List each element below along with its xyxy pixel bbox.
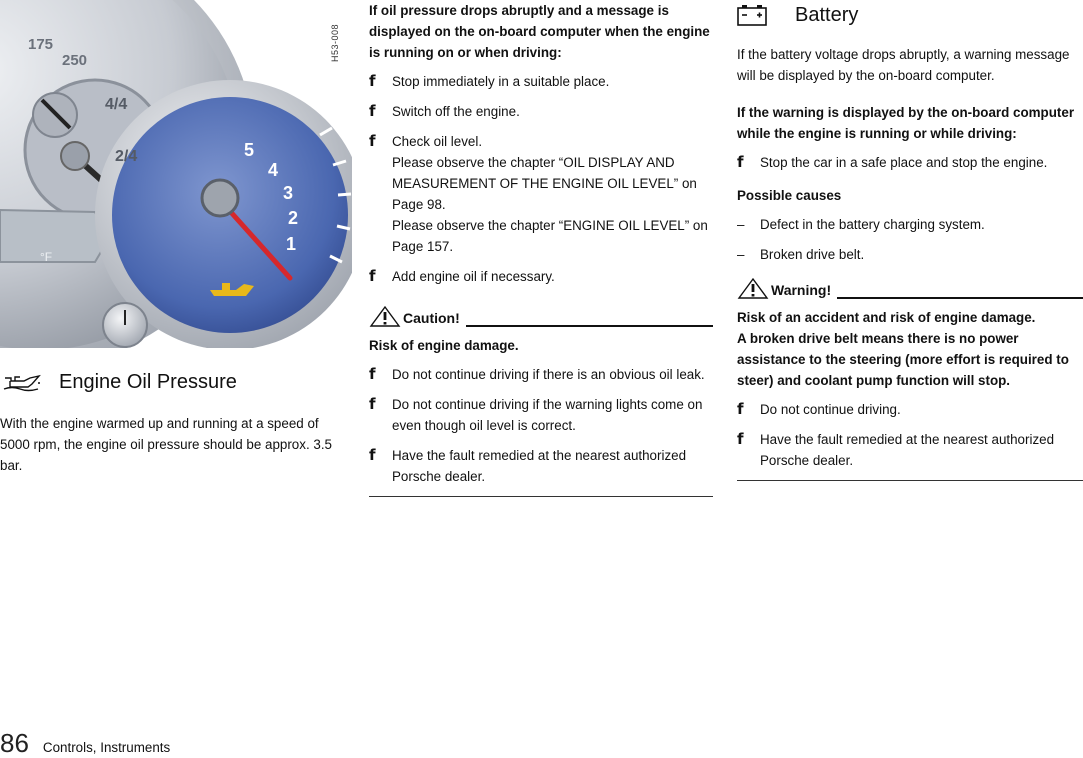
cause-item [737,244,1083,265]
step-bullet: f [369,132,376,150]
step-text: Switch off the engine. [392,104,520,119]
warning-end-rule [737,480,1083,481]
battery-intro: If the battery voltage drops abruptly, a warning message will be displayed by the on-board computer. [737,47,1070,83]
caution-step [369,445,713,487]
battery-icon [737,4,767,26]
step-text: Have the fault remedied at the nearest authorized Porsche dealer. [392,448,687,484]
dash-bullet: – [737,217,745,232]
cause-item [737,214,1083,235]
warning-header [737,275,1083,299]
page-footer [0,728,170,758]
cause-text: Defect in the battery charging system. [760,217,985,232]
step-bullet: f [369,267,376,285]
speedo-tick-250: 250 [62,52,88,69]
oil-pressure-body: With the engine warmed up and running at a speed of 5000 rpm, the engine oil pressure should be approx. 3.5 bar. [0,416,333,473]
caution-label: Caution! [403,310,460,326]
step-bullet: f [369,72,376,90]
oil-pressure-title: Engine Oil Pressure [59,370,237,393]
step-text: Do not continue driving if there is an obvious oil leak. [392,367,705,382]
step-text: Add engine oil if necessary. [392,269,555,284]
instrument-cluster-figure [0,0,352,348]
right-column [737,0,1083,481]
step-bullet: f [369,395,376,413]
oil-can-icon [2,372,42,392]
tach-tick-4: 4 [268,160,279,180]
oil-pressure-heading [0,369,352,395]
step-text: Check oil level. [392,134,483,149]
step-item [369,71,713,92]
speedo-tick-175: 175 [28,36,54,53]
battery-warning-condition: If the warning is displayed by the on-board computer while the engine is running or while driving: [737,105,1075,141]
tach-tick-3: 3 [283,183,294,203]
check-note-oil-display: Please observe the chapter “OIL DISPLAY AND MEASUREMENT OF THE ENGINE OIL LEVEL” on Page 98. [392,155,697,212]
step-bullet: f [369,365,376,383]
step-bullet: f [737,430,744,448]
warning-label: Warning! [771,282,832,298]
battery-heading [737,0,1083,30]
tachometer-face [112,97,348,333]
cause-text: Broken drive belt. [760,247,865,262]
warning-rule [837,297,1083,299]
figure-code: H53-008 [330,23,340,62]
dash-bullet: – [737,247,745,262]
step-item [369,131,713,257]
caution-step [369,364,713,385]
fuel-tick-half: 2/4 [115,148,138,165]
section-name: Controls, Instruments [42,740,171,755]
warning-title: Risk of an accident and risk of engine damage. [737,310,1036,325]
step-bullet: f [737,153,744,171]
step-text: Stop the car in a safe place and stop the engine. [760,155,1048,170]
caution-header [369,303,713,327]
step-text: Do not continue driving if the warning lights come on even though oil level is correct. [392,397,703,433]
step-text: Have the fault remedied at the nearest authorized Porsche dealer. [760,432,1055,468]
warning-step [737,429,1083,471]
fuel-needle-hub [61,142,89,170]
caution-title: Risk of engine damage. [369,338,519,353]
oil-drop-intro: If oil pressure drops abruptly and a message is displayed on the on-board computer when the engine is running on or when driving: [369,3,710,60]
warning-text: A broken drive belt means there is no power assistance to the steering (more effort is required to steer) and coolant pump function will stop. [737,331,1069,388]
temperature-display [0,210,108,262]
caution-step [369,394,713,436]
warning-triangle-icon [737,277,769,299]
warning-step [737,399,1083,420]
tach-tick-5: 5 [244,140,255,160]
battery-step [737,152,1083,173]
middle-column [369,0,713,497]
temp-unit: °F [40,250,53,264]
check-note-oil-level: Please observe the chapter “ENGINE OIL LEVEL” on Page 157. [392,218,708,254]
fuel-tick-full: 4/4 [105,96,128,113]
battery-title: Battery [795,3,859,26]
step-bullet: f [737,400,744,418]
step-bullet: f [369,102,376,120]
step-item [369,266,713,287]
step-text: Do not continue driving. [760,402,901,417]
page-number: 86 [0,728,29,758]
possible-causes-title: Possible causes [737,188,842,203]
caution-triangle-icon [369,305,401,327]
caution-end-rule [369,496,713,497]
step-bullet: f [369,446,376,464]
tach-tick-1: 1 [286,234,297,254]
step-text: Stop immediately in a suitable place. [392,74,610,89]
step-item [369,101,713,122]
caution-rule [466,325,713,327]
tach-tick-2: 2 [288,208,299,228]
tachometer-hub [202,180,238,216]
